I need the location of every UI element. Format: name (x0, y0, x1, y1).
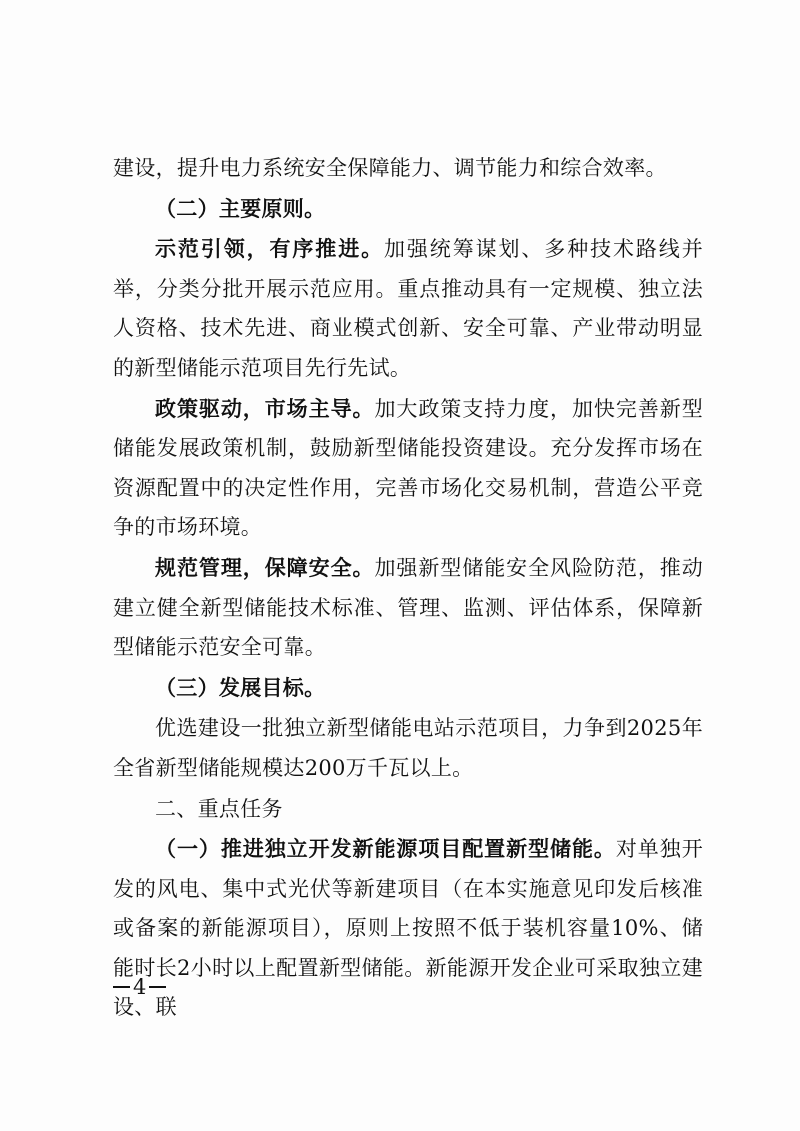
section-heading-goals (113, 668, 703, 709)
paragraph-lead: 政策驱动，市场主导。 (155, 395, 375, 421)
section-heading-tasks (113, 789, 703, 830)
section-heading-principles (113, 189, 703, 230)
footer-dash-left (113, 986, 130, 988)
paragraph-lead: 规范管理，保障安全。 (155, 554, 375, 580)
task-one (113, 829, 703, 1028)
paragraph-lead: （二）主要原则。 (155, 195, 326, 221)
paragraph-text: 加强新型储能安全风险防范，推动建立健全新型储能技术标准、管理、监测、评估体系，保障新型储能示范安全可靠。 (113, 555, 704, 660)
paragraph-text: 优选建设一批独立新型储能电站示范项目，力争到2025年全省新型储能规模达200万千瓦以上。 (113, 716, 703, 780)
document-body (113, 148, 703, 1028)
page-number: 4 (133, 975, 147, 999)
page-footer (113, 975, 166, 999)
principle-demonstration (113, 229, 703, 388)
paragraph-text: 加大政策支持力度，加快完善新型储能发展政策机制，鼓励新型储能投资建设。充分发挥市场在资源配置中的决定性作用，完善市场化交易机制，营造公平竞争的市场环境。 (113, 396, 704, 540)
paragraph-text: 对单独开发的风电、集中式光伏等新建项目（在本实施意见印发后核准或备案的新能源项目），原则上按照不低于装机容量10%、储能时长2小时以上配置新型储能。新能源开发企业可采取独立建设、联 (113, 837, 703, 1020)
principle-policy (113, 389, 703, 548)
paragraph-lead: （一）推进独立开发新能源项目配置新型储能。 (155, 836, 616, 862)
principle-safety (113, 548, 703, 668)
paragraph-text: 加强统筹谋划、多种技术路线并举，分类分批开展示范应用。重点推动具有一定规模、独立法人资格、技术先进、商业模式创新、安全可靠、产业带动明显的新型储能示范项目先行先试。 (113, 237, 703, 380)
paragraph-text: 建设，提升电力系统安全保障能力、调节能力和综合效率。 (113, 156, 667, 180)
paragraph-lead: 示范引领，有序推进。 (155, 236, 384, 262)
paragraph-continuation (113, 148, 703, 189)
paragraph-lead: （三）发展目标。 (155, 674, 326, 700)
goals-text (113, 708, 703, 788)
paragraph-text: 二、重点任务 (155, 796, 283, 821)
footer-dash-right (149, 986, 166, 988)
